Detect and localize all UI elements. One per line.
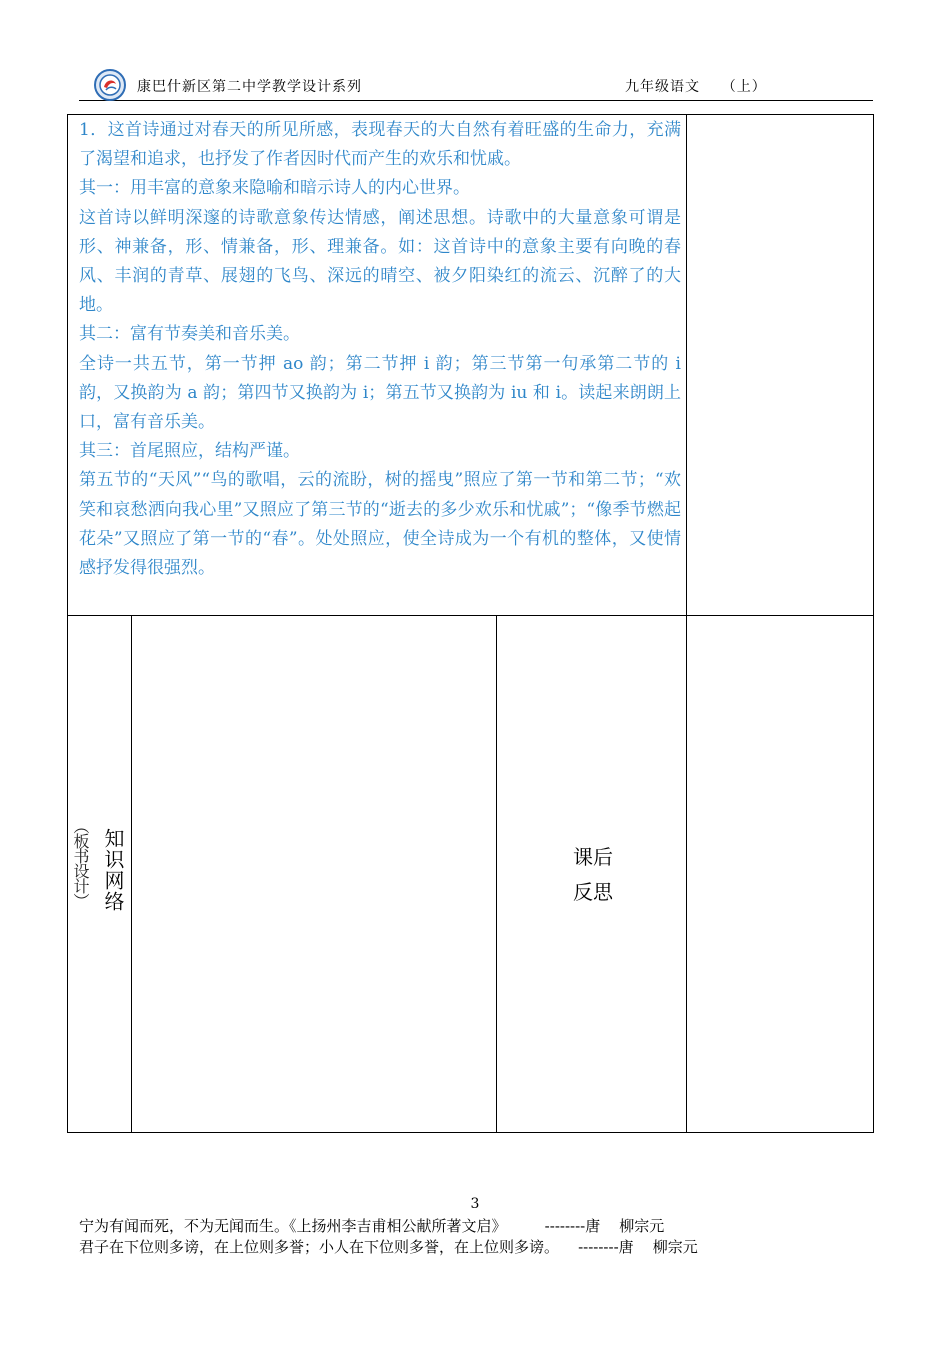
quote-author: --------唐 柳宗元: [559, 1238, 698, 1256]
knowledge-network-label: 知识网络: [101, 828, 125, 912]
school-logo-icon: [94, 69, 126, 101]
content-paragraph: 全诗一共五节，第一节押 ao 韵；第二节押 i 韵；第三节第一句承第二节的 i 韵，又换韵为 a 韵；第四节又换韵为 i；第五节又换韵为 iu 和 i。读起来朗朗上口，富有音乐美。: [79, 353, 681, 433]
quote-source: 《上扬州李吉甫相公献所著文启》: [289, 1217, 507, 1235]
page-number: 3: [470, 1196, 480, 1212]
analysis-content: [79, 116, 681, 583]
school-title: 康巴什新区第二中学教学设计系列: [137, 79, 362, 95]
quote-author: --------唐 柳宗元: [506, 1217, 665, 1235]
content-paragraph: 其一：用丰富的意象来隐喻和暗示诗人的内心世界。: [79, 178, 470, 199]
content-paragraph: 第五节的“天风”“鸟的歌唱，云的流盼，树的摇曳”照应了第一节和第二节；“欢笑和哀愁洒向我心里”又照应了第三节的“逝去的多少欢乐和忧戚”；“像季节燃起花朵”又照应了第一节的“春”。处处照应，使全诗成为一个有机的整体，又使情感抒发得很强烈。: [79, 470, 681, 579]
content-paragraph: 这首诗以鲜明深邃的诗歌意象传达情感，阐述思想。诗歌中的大量意象可谓是形、神兼备，形、情兼备，形、理兼备。如：这首诗中的意象主要有向晚的春风、丰润的青草、展翅的飞鸟、深远的晴空、被夕阳染红的流云、沉醉了的大地。: [79, 207, 681, 316]
quote-text: 宁为有闻而死，不为无闻而生。: [79, 1217, 290, 1235]
table-divider-right: [686, 114, 687, 1133]
grade-title: 九年级语文 （上）: [625, 79, 767, 95]
content-paragraph: 其二：富有节奏美和音乐美。: [79, 324, 300, 345]
quote-text: 君子在下位则多谤，在上位则多誉；小人在下位则多誉，在上位则多谤。: [79, 1238, 560, 1256]
board-design-label: （板书设计）: [71, 818, 90, 908]
reflection-label-line1: 课后: [573, 845, 613, 869]
table-divider-middle: [496, 615, 497, 1133]
table-divider-row: [67, 615, 874, 616]
content-paragraph: 其三：首尾照应，结构严谨。: [79, 441, 300, 462]
page-header: [79, 70, 873, 101]
reflection-label: [560, 840, 626, 910]
content-paragraph: 1．这首诗通过对春天的所见所感，表现春天的大自然有着旺盛的生命力，充满了渴望和追求，也抒发了作者因时代而产生的欢乐和忧戚。: [79, 120, 681, 170]
reflection-label-line2: 反思: [573, 880, 613, 904]
footer-quote-2: [79, 1236, 698, 1257]
table-divider-label: [131, 615, 132, 1133]
footer-quote-1: [79, 1215, 664, 1236]
